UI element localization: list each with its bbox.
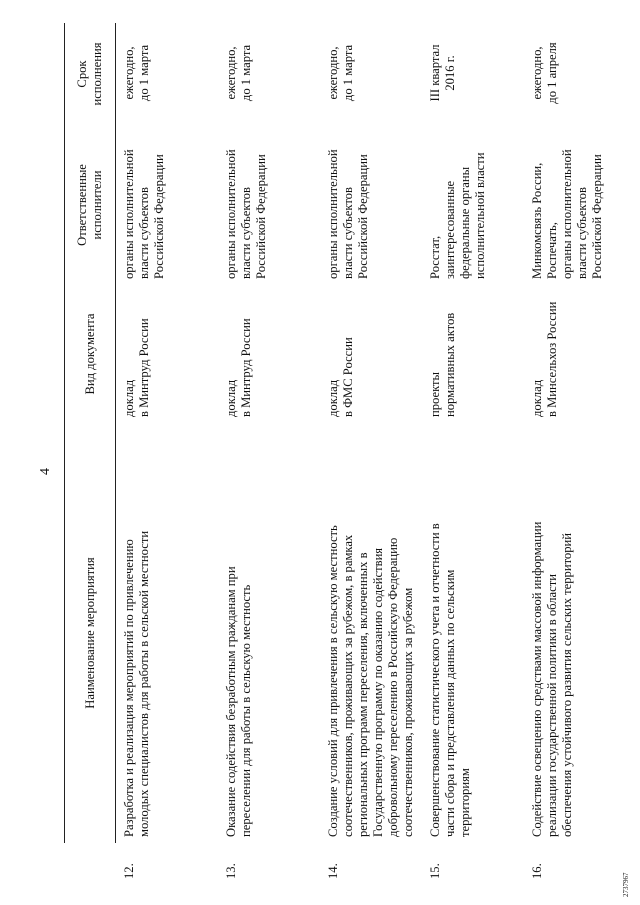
page-number: 4 [38,468,53,475]
table-header-row [65,23,116,883]
table-row [116,23,219,883]
row-number: 12. [121,863,136,879]
row-number: 13. [224,863,238,879]
row-term: ежегодно, до 1 апреля [530,42,559,104]
header-responsible: Ответственные исполнители [65,125,116,285]
row-type: доклад в Минсельхоз России [530,301,559,417]
row-type: проекты нормативных актов [428,312,457,417]
row-responsible: органы исполнительной власти субъектов Российской Федерации [326,149,370,279]
table-row [422,23,524,883]
row-name: Создание условий для привлечения в сельскую местность соотечественников, проживающих за рубежом, в рамках региональных программ переселения, включенных в Государственную программу по оказанию содействия добровольному переселению в Российскую Федерацию соотечественников, проживающих за рубежом [326,525,415,837]
row-number: 15. [428,863,442,879]
row-name: Оказание содействия безработным гражданам при переселении для работы в сельскую местность [224,566,253,837]
table-row [524,23,626,883]
row-type: доклад в ФМС России [326,337,355,417]
measures-table [64,23,626,883]
row-type: доклад в Минтруд России [122,318,151,417]
row-responsible: Росстат, заинтересованные федеральные органы исполнительной власти [428,152,487,279]
header-type: Вид документа [65,285,116,423]
row-responsible: органы исполнительной власти субъектов Российской Федерации [224,149,268,279]
table-row [320,23,422,883]
row-name: Совершенствование статистического учета и отчетности в части сбора и представления данных по сельским территориям [428,523,472,837]
header-term: Срок исполнения [65,23,116,125]
table-row [218,23,320,883]
header-number [65,843,116,883]
row-term: ежегодно, до 1 марта [122,44,151,102]
row-term: ежегодно, до 1 марта [224,44,253,102]
row-responsible: органы исполнительной власти субъектов Российской Федерации [122,149,166,279]
row-number: 16. [530,863,544,879]
row-name: Разработка и реализация мероприятий по привлечению молодых специалистов для работы в сельской местности [122,530,151,837]
row-number: 14. [326,863,340,879]
row-type: доклад в Минтруд России [224,318,253,417]
header-name: Наименование мероприятия [65,423,116,843]
row-responsible: Минкомсвязь России, Роспечать, органы исполнительной власти субъектов Российской Федерации [530,149,604,279]
document-id: 2737967 [622,872,630,897]
row-term: ежегодно, до 1 марта [326,44,355,102]
row-term: III квартал 2016 г. [428,44,457,102]
row-name: Содействие освещению средствами массовой информации реализации государственной политики в области обеспечения устойчивого развития сельских территорий [530,521,574,837]
